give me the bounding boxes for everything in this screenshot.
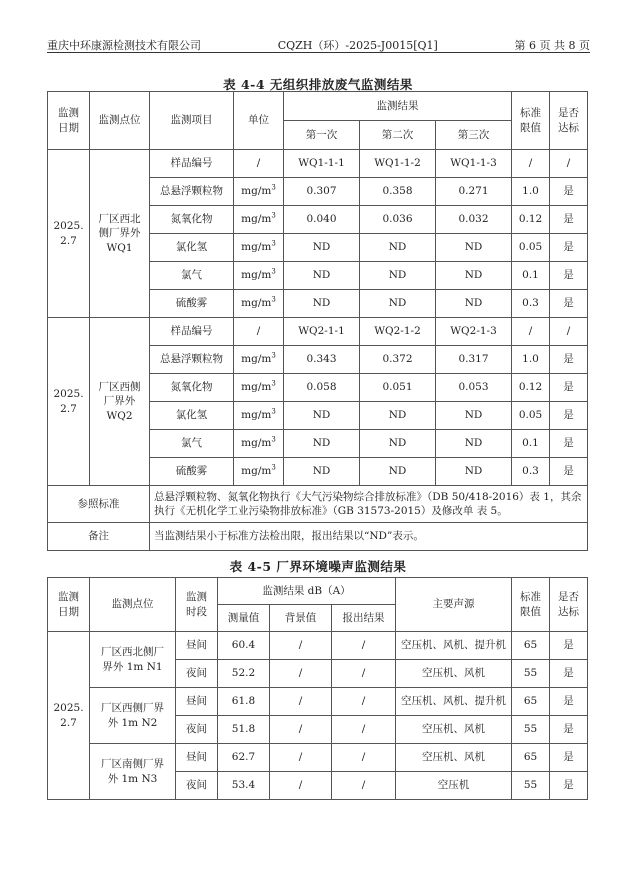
header-date: 监测 日期	[48, 92, 90, 150]
monitor-point: 厂区西侧厂界 外 1m N2	[90, 688, 176, 744]
monitor-item: 氯化氢	[150, 234, 234, 262]
unit: $mg/m^3$	[234, 178, 284, 206]
note-text: 当监测结果小于标准方法检出限，报出结果以“ND”表示。	[150, 523, 588, 551]
page-header	[47, 33, 590, 53]
compliance: 是	[550, 346, 588, 374]
result-third: ND	[436, 262, 512, 290]
monitor-item: 总悬浮颗粒物	[150, 178, 234, 206]
background-value: /	[270, 632, 332, 660]
result-first: 0.307	[284, 178, 360, 206]
page-number: 第 6 页 共 8 页	[514, 39, 590, 52]
measured-value: 53.4	[218, 772, 270, 800]
monitor-date: 2025. 2.7	[48, 150, 90, 318]
measured-value: 62.7	[218, 744, 270, 772]
main-noise-source: 空压机、风机	[396, 744, 512, 772]
result-first: 0.058	[284, 374, 360, 402]
result-second: ND	[360, 262, 436, 290]
monitor-item: 总悬浮颗粒物	[150, 346, 234, 374]
header-measured: 测量值	[218, 605, 270, 632]
standard-limit: 0.3	[512, 458, 550, 486]
standard-limit: 0.05	[512, 234, 550, 262]
standard-limit: 0.05	[512, 402, 550, 430]
background-value: /	[270, 744, 332, 772]
header-row	[48, 92, 588, 121]
table-4-4-caption: 表 4-4 无组织排放废气监测结果	[223, 77, 413, 92]
header-period: 监测 时段	[176, 578, 218, 632]
monitor-item: 氯气	[150, 262, 234, 290]
header-source: 主要声源	[396, 578, 512, 632]
unit: /	[234, 150, 284, 178]
table-row	[48, 150, 588, 178]
standard-limit: 55	[512, 660, 550, 688]
header-row	[48, 578, 588, 605]
compliance: 是	[550, 716, 588, 744]
main-noise-source: 空压机、风机	[396, 660, 512, 688]
standard-limit: 0.1	[512, 262, 550, 290]
result-second: WQ1-1-2	[360, 150, 436, 178]
result-first: ND	[284, 458, 360, 486]
compliance: 是	[550, 660, 588, 688]
result-third: 0.317	[436, 346, 512, 374]
report-number: CQZH（环）-2025-J0015[Q1]	[277, 39, 438, 52]
compliance: 是	[550, 772, 588, 800]
header-point: 监测点位	[90, 92, 150, 150]
background-value: /	[270, 716, 332, 744]
measured-value: 51.8	[218, 716, 270, 744]
header-second: 第二次	[360, 121, 436, 150]
reported-result: /	[332, 688, 396, 716]
monitor-item: 氯气	[150, 430, 234, 458]
monitor-period: 夜间	[176, 716, 218, 744]
table-row	[48, 744, 588, 772]
monitor-point: 厂区西侧 厂界外 WQ2	[90, 318, 150, 486]
result-second: ND	[360, 290, 436, 318]
header-pass: 是否 达标	[550, 92, 588, 150]
result-second: 0.036	[360, 206, 436, 234]
standard-limit: 0.12	[512, 206, 550, 234]
monitor-item: 氯化氢	[150, 402, 234, 430]
header-limit: 标准 限值	[512, 578, 550, 632]
monitor-period: 昼间	[176, 632, 218, 660]
monitor-point: 厂区西北侧厂 界外 1m N1	[90, 632, 176, 688]
result-second: 0.051	[360, 374, 436, 402]
result-third: WQ2-1-3	[436, 318, 512, 346]
noise-table	[47, 577, 588, 800]
reference-row	[48, 486, 588, 523]
monitor-point: 厂区南侧厂界 外 1m N3	[90, 744, 176, 800]
standard-limit: /	[512, 150, 550, 178]
main-noise-source: 空压机、风机、提升机	[396, 632, 512, 660]
company-name: 重庆中环康源检测技术有限公司	[47, 39, 201, 52]
unit: $mg/m^3$	[234, 290, 284, 318]
compliance: 是	[550, 262, 588, 290]
compliance: 是	[550, 290, 588, 318]
result-first: ND	[284, 234, 360, 262]
standard-limit: /	[512, 318, 550, 346]
monitor-item: 硫酸雾	[150, 458, 234, 486]
header-first: 第一次	[284, 121, 360, 150]
standard-limit: 65	[512, 744, 550, 772]
header-item: 监测项目	[150, 92, 234, 150]
result-first: ND	[284, 290, 360, 318]
table-row	[48, 688, 588, 716]
compliance: 是	[550, 458, 588, 486]
standard-limit: 0.12	[512, 374, 550, 402]
compliance: 是	[550, 178, 588, 206]
result-third: 0.053	[436, 374, 512, 402]
table-row	[48, 318, 588, 346]
header-divider	[47, 52, 590, 53]
monitor-point: 厂区西北 侧厂界外 WQ1	[90, 150, 150, 318]
monitor-item: 氮氧化物	[150, 206, 234, 234]
header-point: 监测点位	[90, 578, 176, 632]
background-value: /	[270, 660, 332, 688]
monitor-period: 昼间	[176, 688, 218, 716]
reported-result: /	[332, 660, 396, 688]
header-result: 监测结果	[284, 92, 512, 121]
unit: $mg/m^3$	[234, 402, 284, 430]
table-4-5-caption: 表 4-5 厂界环境噪声监测结果	[229, 559, 407, 574]
unit: $mg/m^3$	[234, 458, 284, 486]
header-background: 背景值	[270, 605, 332, 632]
compliance: 是	[550, 688, 588, 716]
main-noise-source: 空压机、风机	[396, 716, 512, 744]
monitor-date: 2025. 2.7	[48, 318, 90, 486]
result-third: ND	[436, 290, 512, 318]
result-first: ND	[284, 402, 360, 430]
result-third: 0.032	[436, 206, 512, 234]
reference-label: 参照标准	[48, 486, 150, 523]
monitor-date: 2025. 2.7	[48, 632, 90, 800]
standard-limit: 55	[512, 716, 550, 744]
result-first: 0.040	[284, 206, 360, 234]
unit: $mg/m^3$	[234, 234, 284, 262]
header-third: 第三次	[436, 121, 512, 150]
unit: $mg/m^3$	[234, 262, 284, 290]
unit: $mg/m^3$	[234, 374, 284, 402]
compliance: 是	[550, 206, 588, 234]
standard-limit: 65	[512, 688, 550, 716]
note-row	[48, 523, 588, 551]
result-third: 0.271	[436, 178, 512, 206]
measured-value: 60.4	[218, 632, 270, 660]
unit: /	[234, 318, 284, 346]
result-first: WQ1-1-1	[284, 150, 360, 178]
monitor-period: 夜间	[176, 660, 218, 688]
compliance: /	[550, 318, 588, 346]
note-label: 备注	[48, 523, 150, 551]
result-third: ND	[436, 402, 512, 430]
standard-limit: 55	[512, 772, 550, 800]
monitor-period: 夜间	[176, 772, 218, 800]
result-first: WQ2-1-1	[284, 318, 360, 346]
compliance: 是	[550, 430, 588, 458]
reference-text: 总悬浮颗粒物、氮氧化物执行《大气污染物综合排放标准》（DB 50/418-2016）表 1，其余执行《无机化学工业污染物排放标准》（GB 31573-2015）及修改单 表 5。	[150, 486, 588, 523]
compliance: 是	[550, 632, 588, 660]
exhaust-gas-table	[47, 91, 588, 551]
compliance: 是	[550, 374, 588, 402]
reported-result: /	[332, 632, 396, 660]
header-date: 监测 日期	[48, 578, 90, 632]
monitor-period: 昼间	[176, 744, 218, 772]
reported-result: /	[332, 772, 396, 800]
result-first: ND	[284, 430, 360, 458]
compliance: /	[550, 150, 588, 178]
result-second: ND	[360, 402, 436, 430]
result-second: 0.372	[360, 346, 436, 374]
header-pass: 是否 达标	[550, 578, 588, 632]
result-third: ND	[436, 234, 512, 262]
unit: $mg/m^3$	[234, 346, 284, 374]
header-reported: 报出结果	[332, 605, 396, 632]
reported-result: /	[332, 716, 396, 744]
compliance: 是	[550, 744, 588, 772]
unit: $mg/m^3$	[234, 206, 284, 234]
table-row	[48, 632, 588, 660]
result-first: 0.343	[284, 346, 360, 374]
standard-limit: 0.1	[512, 430, 550, 458]
measured-value: 52.2	[218, 660, 270, 688]
monitor-item: 样品编号	[150, 150, 234, 178]
measured-value: 61.8	[218, 688, 270, 716]
result-second: WQ2-1-2	[360, 318, 436, 346]
compliance: 是	[550, 234, 588, 262]
standard-limit: 1.0	[512, 346, 550, 374]
result-third: WQ1-1-3	[436, 150, 512, 178]
main-noise-source: 空压机	[396, 772, 512, 800]
header-limit: 标准 限值	[512, 92, 550, 150]
standard-limit: 65	[512, 632, 550, 660]
result-third: ND	[436, 458, 512, 486]
monitor-item: 样品编号	[150, 318, 234, 346]
unit: $mg/m^3$	[234, 430, 284, 458]
main-noise-source: 空压机、风机、提升机	[396, 688, 512, 716]
result-second: ND	[360, 430, 436, 458]
result-first: ND	[284, 262, 360, 290]
result-second: ND	[360, 234, 436, 262]
standard-limit: 0.3	[512, 290, 550, 318]
standard-limit: 1.0	[512, 178, 550, 206]
background-value: /	[270, 772, 332, 800]
background-value: /	[270, 688, 332, 716]
result-third: ND	[436, 430, 512, 458]
result-second: 0.358	[360, 178, 436, 206]
compliance: 是	[550, 402, 588, 430]
reported-result: /	[332, 744, 396, 772]
monitor-item: 硫酸雾	[150, 290, 234, 318]
header-result: 监测结果 dB（A）	[218, 578, 396, 605]
monitor-item: 氮氧化物	[150, 374, 234, 402]
result-second: ND	[360, 458, 436, 486]
header-unit: 单位	[234, 92, 284, 150]
